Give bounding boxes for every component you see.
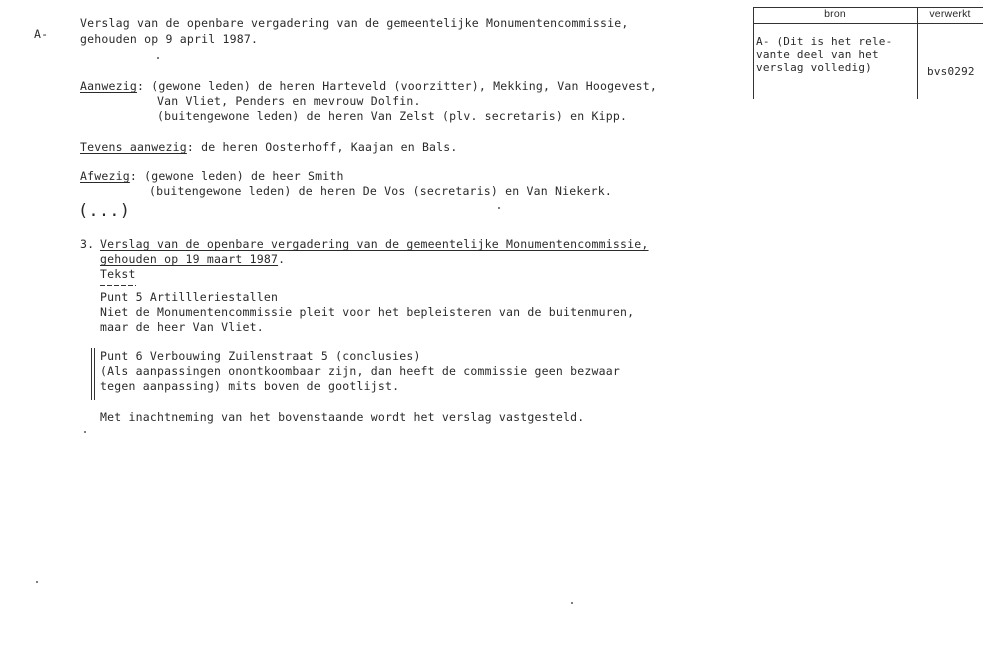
bron-header: bron [824,8,846,20]
scan-speck [157,57,159,59]
document-title-line-1: Verslag van de openbare vergadering van de gemeentelijke Monumentencommissie, [80,16,629,30]
punt5-line-1: Niet de Monumentencommissie pleit voor het bepleisteren van de buitenmuren, [100,305,635,319]
afwezig-text-1: : (gewone leden) de heer Smith [129,169,344,183]
aanwezig-label: Aanwezig [80,79,137,93]
aanwezig-line-1 [80,79,657,94]
tekst-heading: Tekst [100,267,136,281]
document-title-line-2: gehouden op 9 april 1987. [80,32,259,46]
margin-mark: A- [34,27,49,41]
punt6-title: Punt 6 Verbouwing Zuilenstraat 5 (conclusies) [100,349,421,363]
scan-speck [498,207,500,209]
closing-statement: Met inachtneming van het bovenstaande wordt het verslag vastgesteld. [100,410,585,424]
margin-bar-right [94,348,95,400]
aanwezig-line-2: Van Vliet, Penders en mevrouw Dolfin. [157,94,421,108]
tevens-aanwezig-line [80,140,458,155]
aanwezig-line-3: (buitengewone leden) de heren Van Zelst (plv. secretaris) en Kipp. [157,109,628,123]
scan-speck [36,581,38,583]
omission-ellipsis: (...) [78,201,131,221]
item-title-period: . [278,252,286,266]
scan-speck [571,602,573,604]
bron-note-line-2: vante deel van het [756,48,879,61]
verwerkt-header: verwerkt [929,8,971,20]
aanwezig-text-1: : (gewone leden) de heren Harteveld (voorzitter), Mekking, Van Hoogevest, [137,79,658,93]
item-title-date: gehouden op 19 maart 1987 [100,252,279,266]
verwerkt-code: bvs0292 [927,65,975,78]
tekst-underline [100,285,136,286]
margin-bar-left [91,348,92,400]
source-box-header-rule [753,23,983,24]
bron-note-line-3: verslag volledig) [756,61,872,74]
scan-speck [84,431,86,433]
afwezig-label: Afwezig [80,169,130,183]
afwezig-line-2: (buitengewone leden) de heren De Vos (secretaris) en Van Niekerk. [149,184,613,198]
punt6-line-1: (Als aanpassingen onontkoombaar zijn, dan heeft de commissie geen bezwaar [100,364,621,378]
item-title-line-2 [100,252,285,267]
tevens-aanwezig-label: Tevens aanwezig [80,140,187,154]
punt6-line-2: tegen aanpassing) mits boven de gootlijst. [100,379,400,393]
punt5-title: Punt 5 Artillleriestallen [100,290,279,304]
item-number: 3. [80,237,95,251]
afwezig-line-1 [80,169,344,184]
bron-note-line-1: A- (Dit is het rele- [756,35,893,48]
tevens-aanwezig-text: : de heren Oosterhoff, Kaajan en Bals. [186,140,458,154]
punt5-line-2: maar de heer Van Vliet. [100,320,264,334]
item-title-line-1: Verslag van de openbare vergadering van de gemeentelijke Monumentencommissie, [100,237,649,251]
